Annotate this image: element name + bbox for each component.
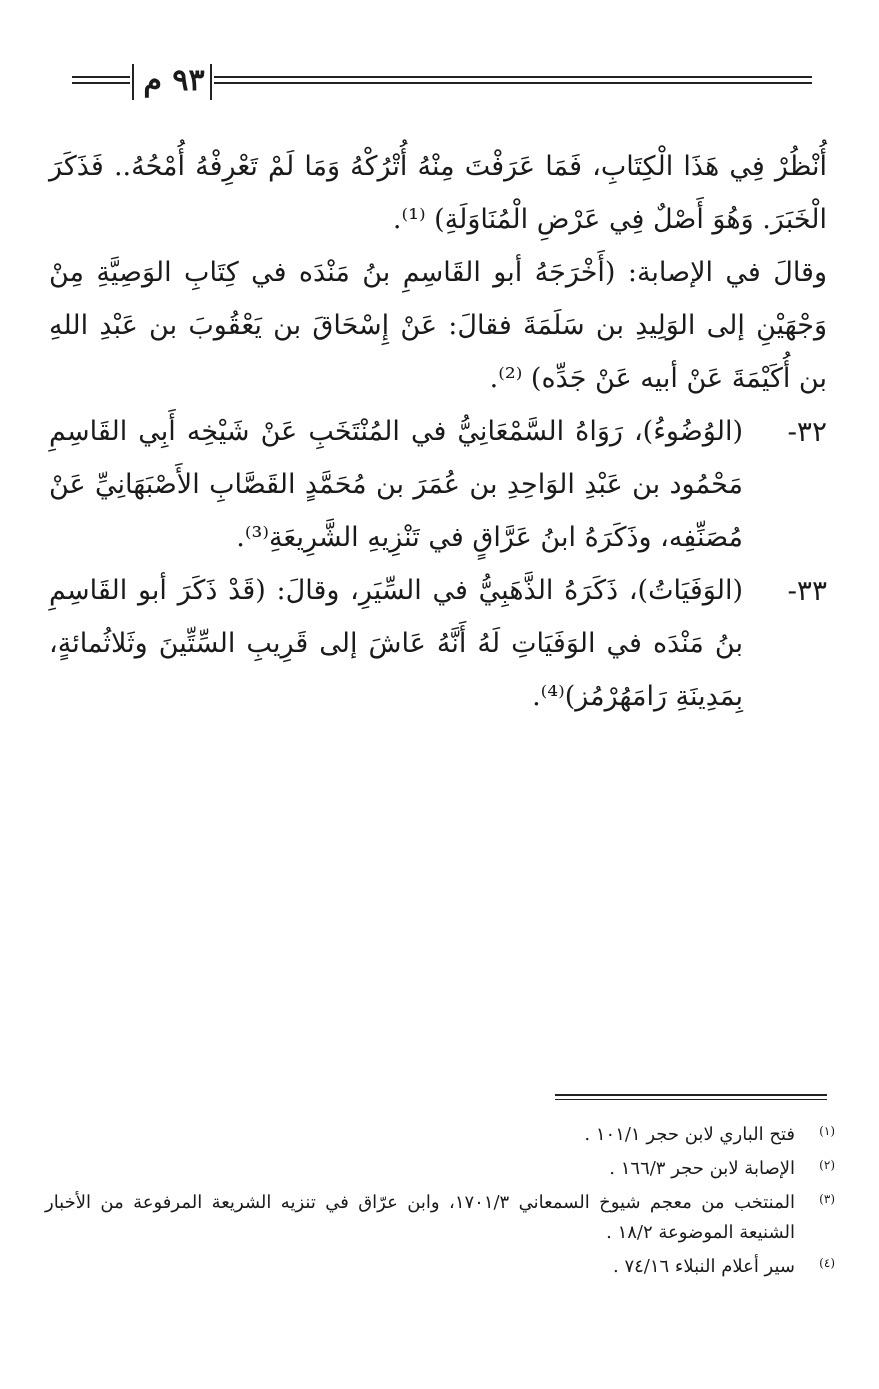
footnote [45, 1154, 835, 1184]
footnote [45, 1188, 835, 1248]
page-number: ٩٣ م [143, 63, 205, 98]
entry-number: ٣٣- [787, 574, 827, 607]
footnote-number: (١) [819, 1124, 835, 1138]
header-rule-right [214, 76, 812, 84]
page-header [72, 62, 812, 102]
footnote [45, 1252, 835, 1282]
entry-number: ٣٢- [787, 415, 827, 448]
entry-text: (الوَفَيَاتُ)، ذَكَرَهُ الذَّهَبِيُّ في السِّيَرِ، وقالَ: (قَدْ ذَكَرَ أبو القَاسِمِ بنُ مَنْدَه في الوَفَيَاتِ لَهُ أَنَّهُ عَاشَ إلى قَرِيبِ السِّتِّينَ وثَلاثُمائةٍ، بِمَدِينَةِ رَامَهُرْمُز)⁽⁴⁾. [49, 575, 743, 712]
footnote-text: سير أعلام النبلاء ٧٤/١٦ . [613, 1256, 795, 1277]
header-rule-left [72, 76, 130, 84]
footnote-text: فتح الباري لابن حجر ١٠١/١ . [584, 1124, 795, 1145]
footnote-number: (٣) [819, 1192, 835, 1206]
footnote-text: الإصابة لابن حجر ١٦٦/٣ . [609, 1158, 795, 1179]
footnotes [45, 1120, 835, 1286]
paragraph: وقالَ في الإصابة: (أَخْرَجَهُ أبو القَاسِمِ بنُ مَنْدَه في كِتَابِ الوَصِيَّةِ مِنْ وَجْهَيْنِ إلى الوَلِيدِ بن سَلَمَةَ فقالَ: عَنْ إِسْحَاقَ بن يَعْقُوبَ بن عَبْدِ اللهِ بن أُكَيْمَةَ عَنْ أبيه عَنْ جَدِّه) ⁽²⁾. [49, 257, 827, 394]
main-text [49, 140, 827, 723]
numbered-entry [49, 564, 827, 723]
footnote-text: المنتخب من معجم شيوخ السمعاني ١٧٠١/٣، وابن عرّاق في تنزيه الشريعة المرفوعة من الأخبار الشنيعة الموضوعة ١٨/٢ . [45, 1192, 795, 1243]
footnote-separator [555, 1094, 827, 1100]
footnote-number: (٢) [819, 1158, 835, 1172]
header-divider [210, 64, 212, 100]
paragraph: أُنْظُرْ فِي هَذَا الْكِتَابِ، فَمَا عَرَفْتَ مِنْهُ أُتْرُكْهُ وَمَا لَمْ تَعْرِفْهُ أُمْحُهُ.. فَذَكَرَ الْخَبَرَ. وَهُوَ أَصْلٌ فِي عَرْضِ الْمُنَاوَلَةِ) ⁽¹⁾. [49, 151, 827, 235]
footnote [45, 1120, 835, 1150]
header-divider [132, 64, 134, 100]
footnote-number: (٤) [819, 1256, 835, 1270]
entry-text: (الوُضُوءُ)، رَوَاهُ السَّمْعَانِيُّ في المُنْتَخَبِ عَنْ شَيْخِه أَبِي القَاسِمِ مَحْمُود بن عَبْدِ الوَاحِدِ بن عُمَرَ بن مُحَمَّدٍ القَصَّابِ الأَصْبَهَانِيِّ عَنْ مُصَنِّفِه، وذَكَرَهُ ابنُ عَرَّاقٍ في تَنْزِيهِ الشَّرِيعَةِ⁽³⁾. [49, 416, 743, 553]
numbered-entry [49, 405, 827, 564]
